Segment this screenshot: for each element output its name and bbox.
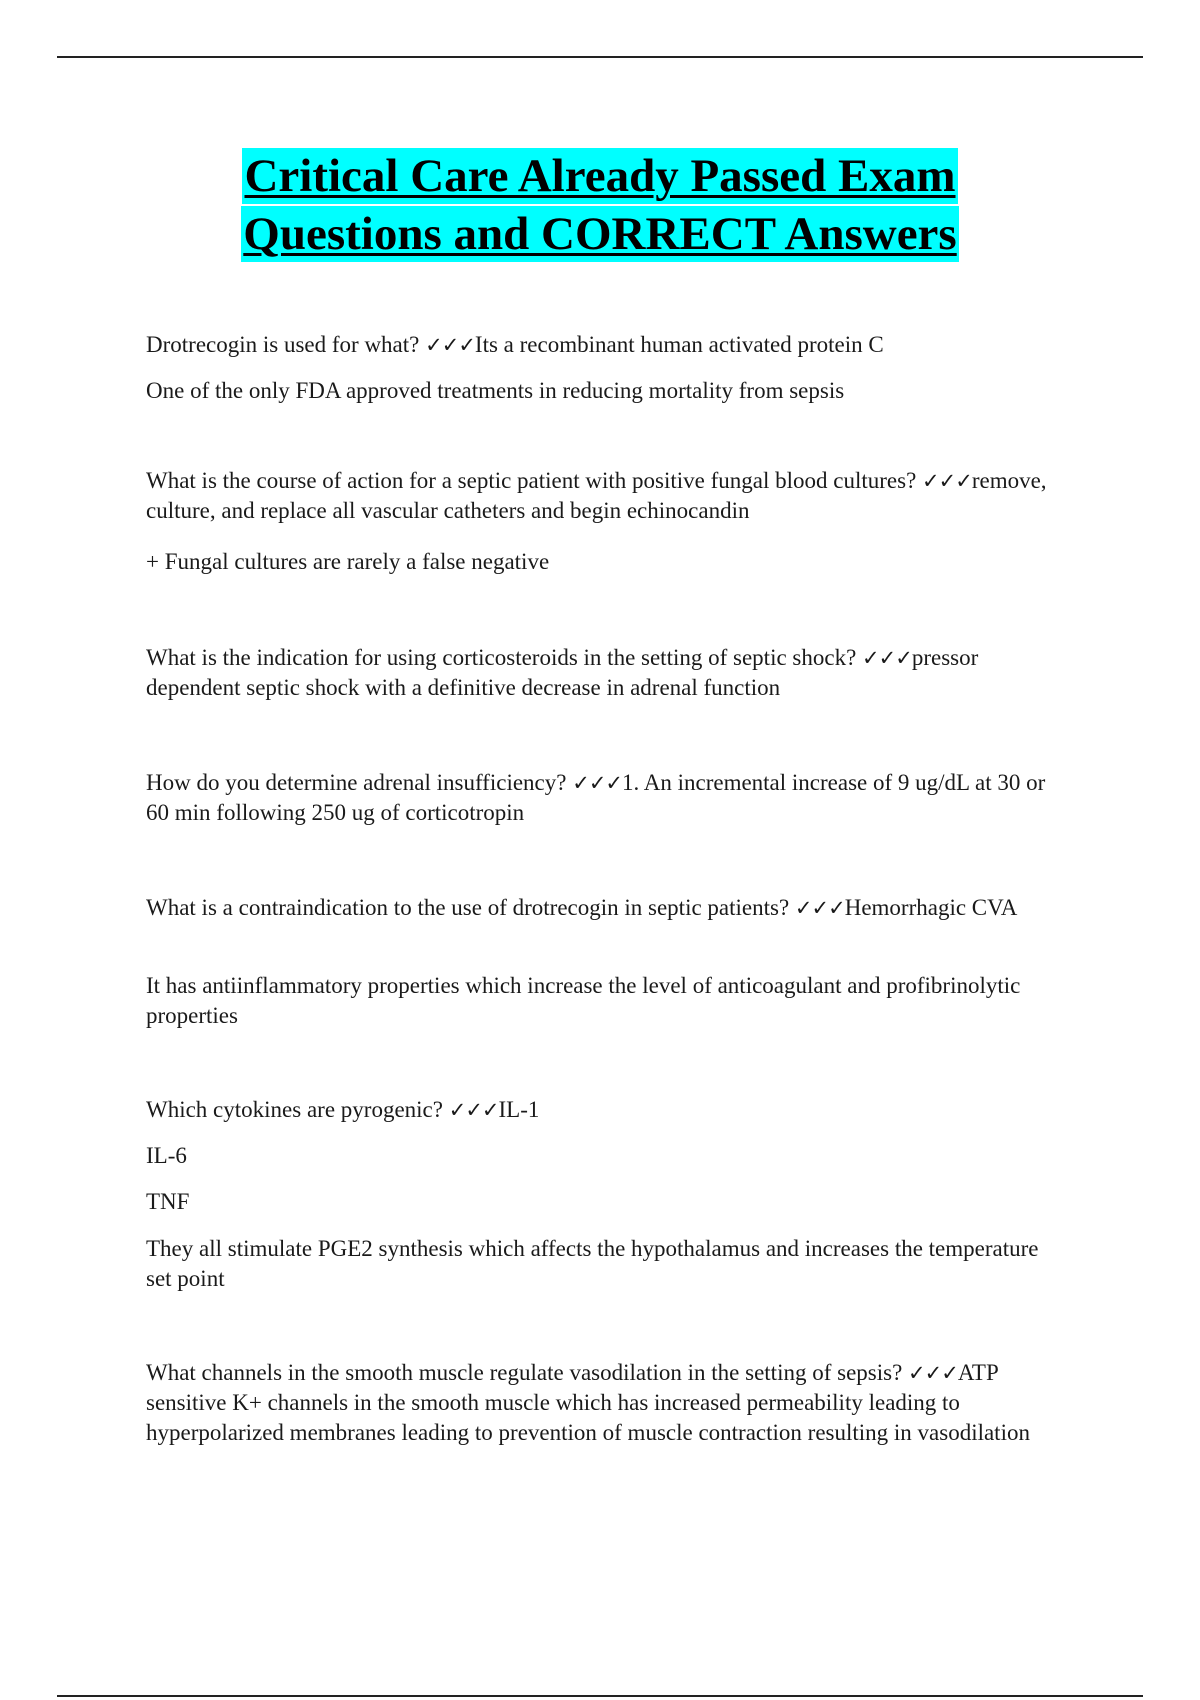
check-marks-icon: ✓✓✓ — [922, 469, 972, 493]
check-marks-icon: ✓✓✓ — [425, 333, 475, 357]
qa-item-5 — [146, 893, 1066, 923]
qa-item-7 — [146, 1358, 1066, 1448]
qa-item-1 — [146, 330, 1066, 360]
title-line-2: Questions and CORRECT Answers — [243, 208, 957, 260]
qa-note: They all stimulate PGE2 synthesis which affects the hypothalamus and increases the temperature set point — [146, 1236, 1039, 1291]
qa-item-4 — [146, 768, 1066, 828]
qa-item-3 — [146, 643, 1066, 703]
answer-text: remove, culture, and replace all vascular catheters and begin echinocandin — [146, 468, 1047, 523]
title-line-1: Critical Care Already Passed Exam — [244, 150, 956, 202]
qa-item-2 — [146, 466, 1066, 526]
qa-note: TNF — [146, 1189, 190, 1214]
question-text: Which cytokines are pyrogenic? — [146, 1097, 449, 1122]
answer-text: 1. An incremental increase of 9 ug/dL at 30 or 60 min following 250 ug of corticotropin — [146, 770, 1046, 825]
question-text: How do you determine adrenal insufficiency? — [146, 770, 573, 795]
answer-text: Hemorrhagic CVA — [844, 895, 1018, 920]
check-marks-icon: ✓✓✓ — [908, 1361, 958, 1385]
check-marks-icon: ✓✓✓ — [572, 771, 623, 795]
check-marks-icon: ✓✓✓ — [448, 1098, 499, 1122]
document-title — [0, 148, 1200, 262]
question-text: What is the course of action for a septic patient with positive fungal blood cultures? — [146, 468, 923, 493]
answer-text: pressor dependent septic shock with a definitive decrease in adrenal function — [146, 645, 979, 700]
top-rule — [57, 56, 1143, 58]
answer-text: ATP sensitive K+ channels in the smooth muscle which has increased permeability leading to hyperpolarized membranes leading to prevention of muscle contraction resulting in vasodilation — [146, 1360, 1030, 1445]
qa-note: It has antiinflammatory properties which increase the level of anticoagulant and profibrinolytic properties — [146, 973, 1021, 1028]
answer-text: IL-1 — [498, 1097, 540, 1122]
qa-note: + Fungal cultures are rarely a false negative — [146, 549, 550, 574]
check-marks-icon: ✓✓✓ — [794, 896, 845, 920]
qa-note: IL-6 — [146, 1143, 187, 1168]
bottom-rule — [57, 1695, 1143, 1697]
question-text: What channels in the smooth muscle regulate vasodilation in the setting of sepsis? — [146, 1360, 909, 1385]
qa-note: One of the only FDA approved treatments in reducing mortality from sepsis — [146, 378, 845, 403]
answer-text: Its a recombinant human activated protein C — [474, 332, 884, 357]
question-text: What is a contraindication to the use of drotrecogin in septic patients? — [146, 895, 795, 920]
check-marks-icon: ✓✓✓ — [862, 646, 912, 670]
question-text: What is the indication for using corticosteroids in the setting of septic shock? — [146, 645, 863, 670]
qa-item-6 — [146, 1095, 1066, 1125]
question-text: Drotrecogin is used for what? — [146, 332, 426, 357]
